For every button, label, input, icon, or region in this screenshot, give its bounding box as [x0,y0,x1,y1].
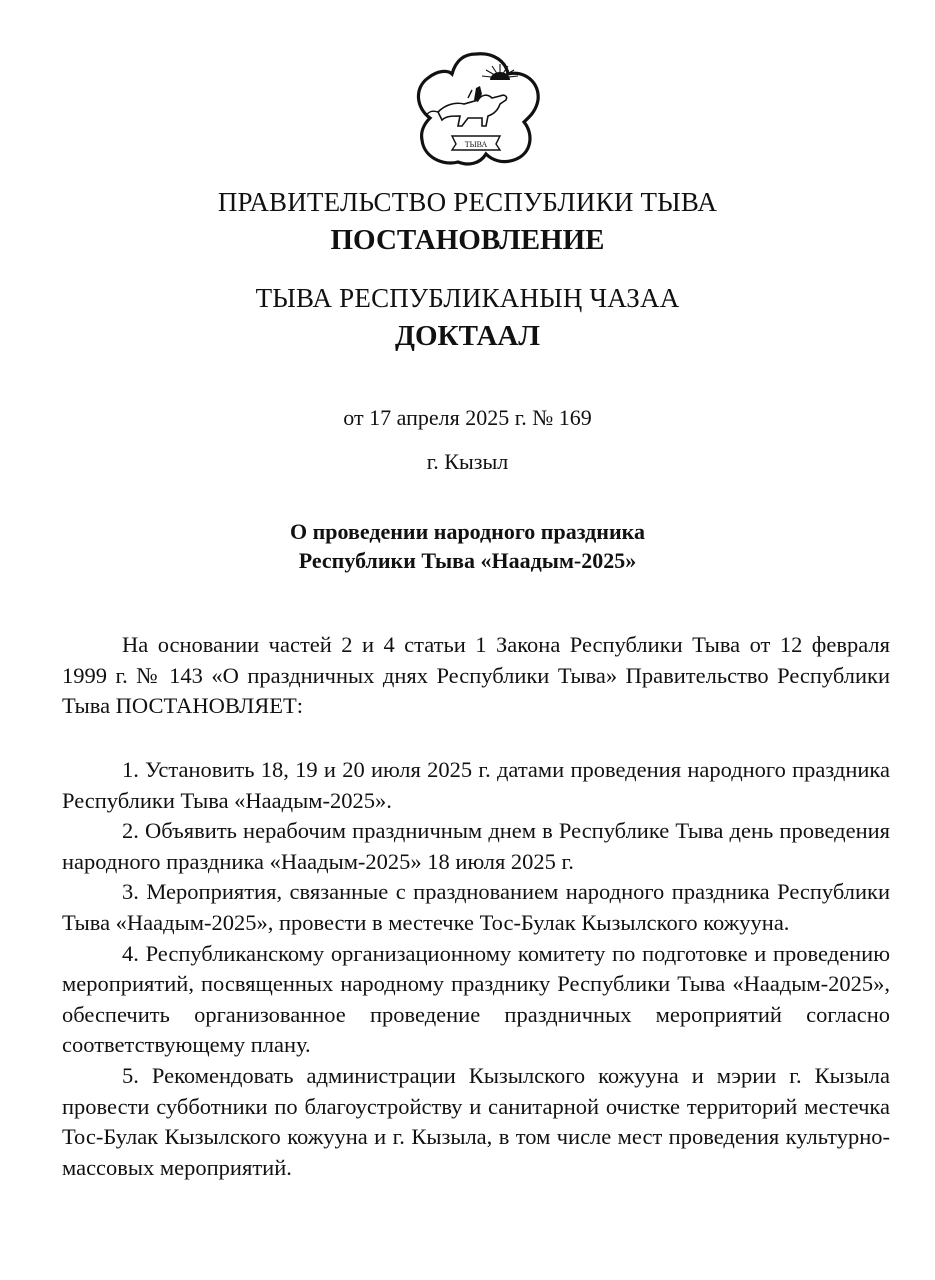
government-name-ru: ПРАВИТЕЛЬСТВО РЕСПУБЛИКИ ТЫВА [217,187,718,217]
government-name-tyv: ТЫВА РЕСПУБЛИКАНЫҢ ЧАЗАА [255,283,680,313]
item-text: Объявить нерабочим праздничным днем в Республике Тыва день проведения народного праздника «Наадым-2025» 18 июля 2025 г. [62,818,891,874]
document-city: г. Кызыл [426,449,509,474]
item-text: Республиканскому организационному комитету по подготовке и проведению мероприятий, посвященных народному празднику Республики Тыва «Наадым-2025», обеспечить организованное проведение праздничных мероприятий согласно соответствующему плану. [62,940,891,1058]
item-number: 5. [122,1062,139,1088]
emblem-icon [408,50,544,168]
document-title [0,517,935,575]
item-text: Установить 18, 19 и 20 июля 2025 г. датами проведения народного праздника Республики Тыва «Наадым-2025». [62,757,890,813]
decree-item [62,1061,890,1183]
item-number: 2. [122,818,139,844]
document-type-ru: ПОСТАНОВЛЕНИЕ [330,224,605,256]
preamble-paragraph: На основании частей 2 и 4 статьи 1 Закона Республики Тыва от 12 февраля 1999 г. № 143 «О праздничных днях Республики Тыва» Правительство Республики Тыва ПОСТАНОВЛЯЕТ: [62,632,890,719]
item-number: 1. [122,757,139,782]
decree-item [62,755,890,816]
decree-item [62,816,890,877]
item-text: Рекомендовать администрации Кызылского кожууна и мэрии г. Кызыла провести субботники по благоустройству и санитарной очистке территорий местечка Тос-Булак Кызылского кожууна и г. Кызыла, в том числе мест проведения культурно-массовых мероприятий. [62,1062,890,1180]
title-line-1: О проведении народного праздника [290,519,645,544]
item-number: 3. [122,879,139,905]
decree-item [62,877,890,938]
document-date-number: от 17 апреля 2025 г. № 169 [343,405,592,430]
coat-of-arms-emblem [408,50,544,168]
title-line-2: Республики Тыва «Наадым-2025» [298,548,637,573]
item-text: Мероприятия, связанные с празднованием народного праздника Республики Тыва «Наадым-2025», провести в местечке Тос-Булак Кызылского кожууна. [62,879,890,935]
decree-items-list [62,755,890,1183]
document-type-tyv: ДОКТААЛ [395,320,540,352]
decree-item [62,939,890,1061]
item-number: 4. [122,940,139,966]
emblem-label: ТЫВА [464,140,488,149]
